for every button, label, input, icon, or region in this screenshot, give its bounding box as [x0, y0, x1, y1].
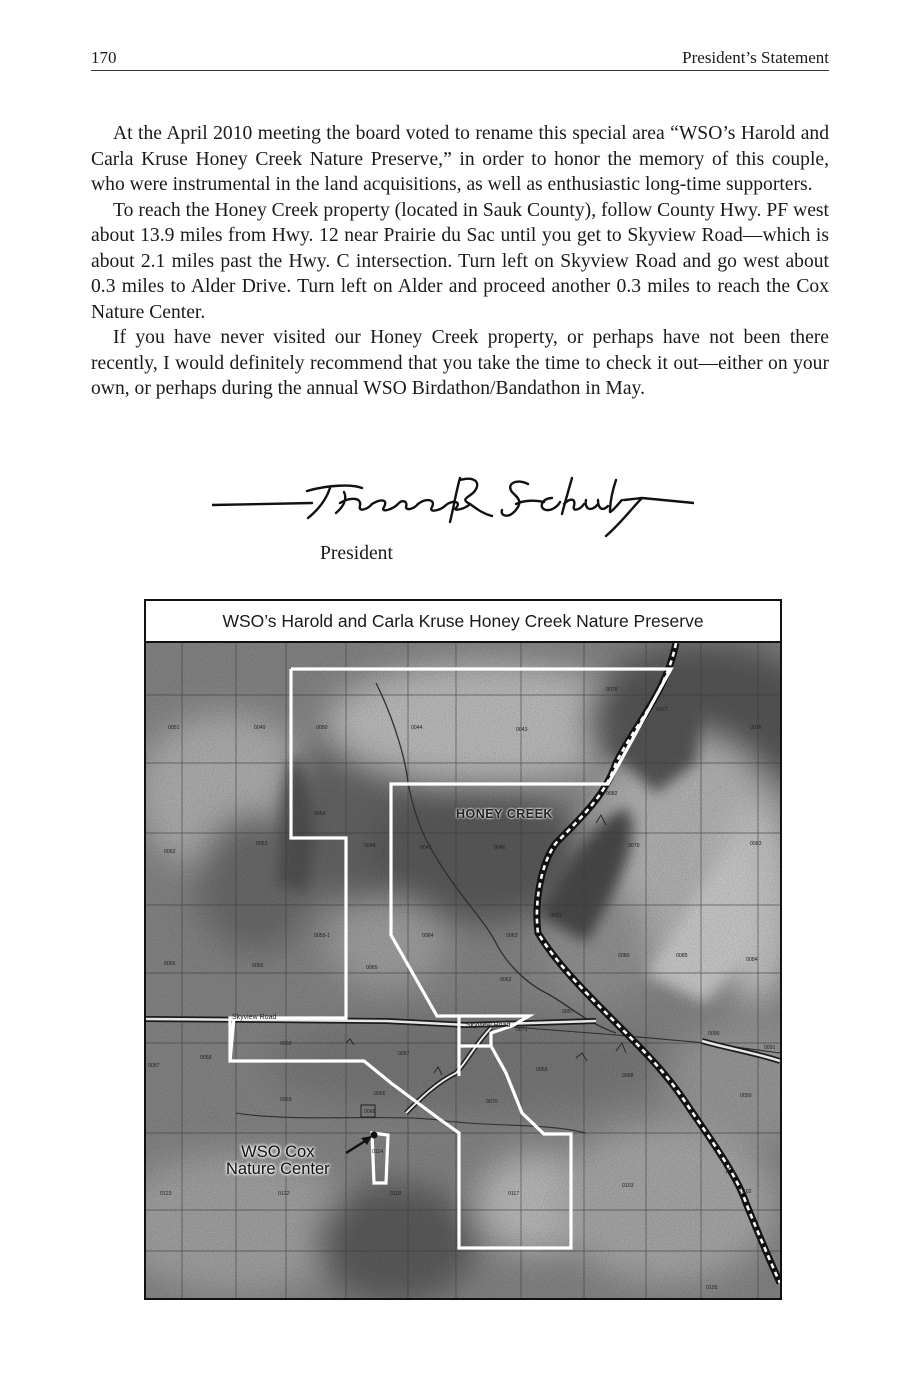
- parcel-label: 0053: [256, 841, 268, 847]
- running-head: President’s Statement: [682, 48, 829, 67]
- paragraph: If you have never visited our Honey Creek property, or perhaps have not been there recently, I would definitely recommend that you take the time to check it out—either on your own, or perhaps during the annual WSO Birdathon/Bandathon in May.: [91, 327, 829, 399]
- parcel-label: 0058: [200, 1055, 212, 1061]
- parcel-label: 0064: [422, 933, 434, 939]
- parcel-label: 0076: [750, 725, 762, 731]
- parcel-label: 0114: [372, 1149, 384, 1155]
- signature-title: President: [320, 543, 393, 564]
- parcel-label: 0090: [708, 1031, 720, 1037]
- parcel-label: 0080: [618, 953, 630, 959]
- creek-label: HONEY CREEK: [456, 807, 553, 821]
- map-title: WSO’s Harold and Carla Kruse Honey Creek Nature Preserve: [146, 601, 780, 643]
- parcel-label: 0085: [676, 953, 688, 959]
- parcel-label: 0063: [506, 933, 518, 939]
- parcel-label: 0062: [500, 977, 512, 983]
- paragraph: To reach the Honey Creek property (located in Sauk County), follow County Hwy. PF west about 13.9 miles from Hwy. 12 near Prairie du Sac until you get to Skyview Road—which is about 2.1 miles past the Hwy. C intersection. Turn left on Skyview Road and go west about 0.3 miles to Alder Drive. Turn left on Alder and proceed another 0.3 miles to reach the Cox Nature Center.: [91, 199, 829, 323]
- parcel-label: 0082: [606, 791, 618, 797]
- cox-label-line2: Nature Center: [226, 1160, 330, 1178]
- parcel-label: 0057: [562, 1009, 574, 1015]
- parcel-label: 0052: [164, 849, 176, 855]
- road-label: Skyview Road: [232, 1014, 277, 1021]
- parcel-label: 0118: [390, 1191, 402, 1197]
- preserve-map: [144, 599, 782, 1300]
- parcel-label: 0079: [628, 843, 640, 849]
- paragraph: At the April 2010 meeting the board voted to rename this special area “WSO’s Harold and Carla Kruse Honey Creek Nature Preserve,” in order to honor the memory of this couple, who were instrumental in the land acquisitions, as well as enthusiastic long-time supporters.: [91, 123, 829, 195]
- parcel-label: 0083: [750, 841, 762, 847]
- parcel-label: 0044: [411, 725, 423, 731]
- parcel-label: 0065: [366, 965, 378, 971]
- parcel-label: 0103: [622, 1183, 634, 1189]
- parcel-label: 0050: [740, 1093, 752, 1099]
- cox-nature-center-label: [226, 1144, 330, 1178]
- parcel-label: 0054: [314, 811, 326, 817]
- parcel-label: 0046: [494, 845, 506, 851]
- page-number: 170: [91, 48, 117, 67]
- parcel-label: 0081: [550, 913, 562, 919]
- parcel-label: 0123: [160, 1191, 172, 1197]
- parcel-label: 0105: [706, 1285, 718, 1291]
- parcel-label: 0084: [746, 957, 758, 963]
- body-text: [91, 121, 829, 402]
- parcel-label: 0057: [148, 1063, 160, 1069]
- cox-label-line1: WSO Cox: [241, 1143, 315, 1161]
- parcel-label: 0056: [164, 961, 176, 967]
- parcel-label: 0059: [280, 1097, 292, 1103]
- parcel-label: 0122: [278, 1191, 290, 1197]
- parcel-label: 0043: [516, 727, 528, 733]
- parcel-label: 0078: [606, 687, 618, 693]
- signature: [212, 470, 694, 546]
- parcel-label: 0102: [740, 1189, 752, 1195]
- parcel-label: 0047: [420, 845, 432, 851]
- parcel-label: 0091: [764, 1045, 776, 1051]
- parcel-label: 0069: [536, 1067, 548, 1073]
- parcel-label: 0117: [508, 1191, 520, 1197]
- road-label: Skyview Road: [466, 1022, 511, 1029]
- parcel-label: 0050: [316, 725, 328, 731]
- parcel-label: 0055: [252, 963, 264, 969]
- map-terrain: [146, 643, 780, 1298]
- parcel-label: 0055-1: [314, 933, 331, 939]
- parcel-label: 0070: [486, 1099, 498, 1105]
- parcel-label: 0067: [398, 1051, 410, 1057]
- parcel-label: 0066: [374, 1091, 386, 1097]
- parcel-label: 0077: [656, 707, 668, 713]
- parcel-label: 0048: [364, 843, 376, 849]
- parcel-label: 0049: [254, 725, 266, 731]
- parcel-label: 0060: [280, 1041, 292, 1047]
- parcel-label: 0051: [168, 725, 180, 731]
- parcel-label: 0088: [622, 1073, 634, 1079]
- parcel-label: 0071: [516, 1027, 528, 1033]
- parcel-label: 0068: [364, 1109, 376, 1115]
- page-header: [91, 48, 829, 71]
